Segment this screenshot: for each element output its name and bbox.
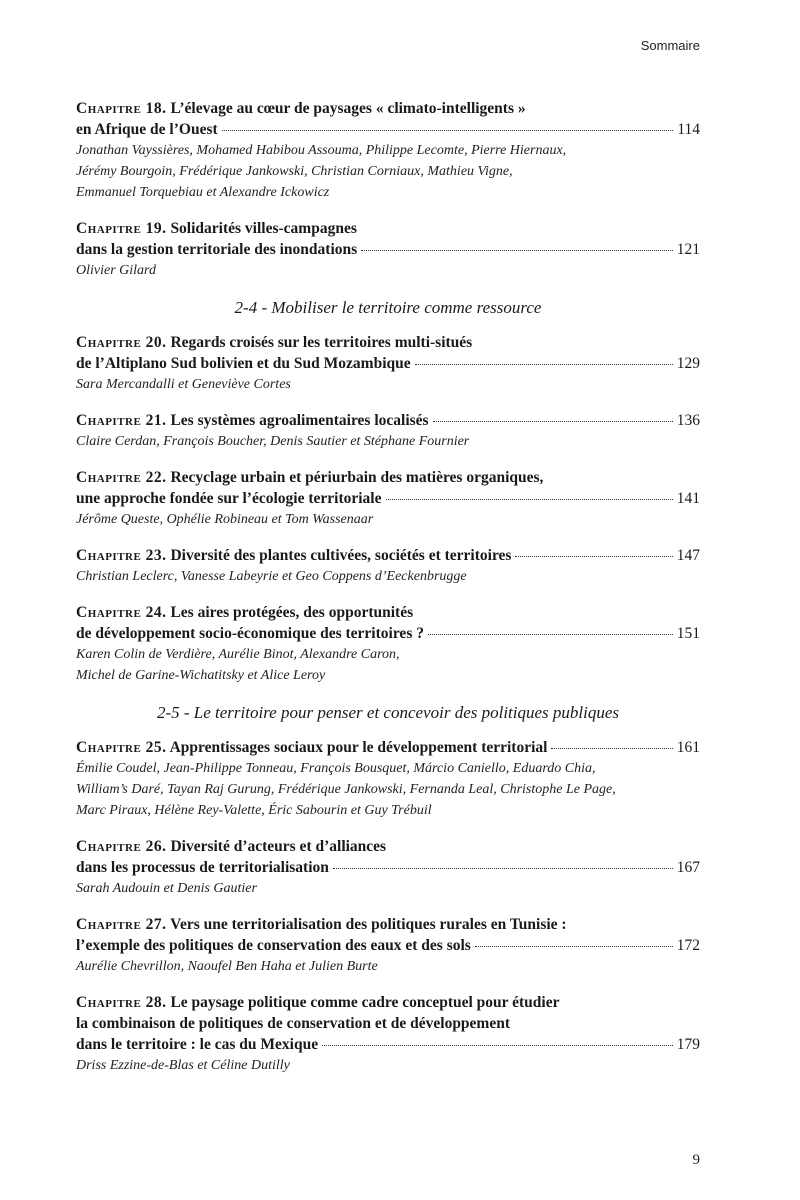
chapter-authors: Jonathan Vayssières, Mohamed Habibou Assouma, Philippe Lecomte, Pierre Hiernaux, [76, 143, 567, 158]
dot-leader [515, 556, 672, 557]
page-ref: 136 [676, 412, 700, 429]
chapter-authors: Claire Cerdan, François Boucher, Denis Sautier et Stéphane Fournier [76, 434, 470, 449]
chapter-authors: Sara Mercandalli et Geneviève Cortes [76, 377, 291, 392]
section-heading: 2-5 - Le territoire pour penser et concevoir des politiques publiques [156, 703, 620, 722]
chapter-authors: Michel de Garine-Wichatitsky et Alice Leroy [76, 668, 326, 683]
chapter-authors: Jérôme Queste, Ophélie Robineau et Tom Wassenaar [76, 512, 374, 527]
chapter-authors: Driss Ezzine-de-Blas et Céline Dutilly [76, 1058, 290, 1073]
page-ref: 147 [676, 547, 700, 564]
chapter-title-text [76, 604, 413, 621]
chapter-authors: Emmanuel Torquebiau et Alexandre Ickowicz [76, 185, 330, 200]
chapter-label: Chapitre 20. [76, 334, 167, 351]
page-ref: 167 [676, 859, 700, 876]
dot-leader [428, 634, 673, 635]
chapter-title-line [76, 332, 700, 353]
dot-leader [433, 421, 673, 422]
chapter-label: Chapitre 22. [76, 469, 167, 486]
table-of-contents [76, 98, 700, 1091]
chapter-title-line [76, 545, 700, 566]
toc-entry[interactable] [76, 914, 700, 977]
chapter-title-line [76, 623, 700, 644]
chapter-title: L’élevage au cœur de paysages « climato-intelligents » [170, 100, 526, 117]
chapter-title-line [76, 488, 700, 509]
chapter-authors: William’s Daré, Tayan Raj Gurung, Frédérique Jankowski, Fernanda Leal, Christophe Le Page, [76, 782, 616, 797]
chapter-title-text [76, 353, 411, 374]
chapter-label: Chapitre 27. [76, 916, 167, 933]
chapter-label: Chapitre 25. [76, 739, 167, 756]
chapter-title-line [76, 992, 700, 1013]
chapter-authors: Sarah Audouin et Denis Gautier [76, 881, 257, 896]
toc-entry[interactable] [76, 98, 700, 203]
chapter-title-text [76, 488, 382, 509]
chapter-title-text [76, 1015, 510, 1032]
chapter-title-line [76, 98, 700, 119]
chapter-title: dans le territoire : le cas du Mexique [76, 1036, 319, 1053]
chapter-title: Vers une territorialisation des politiques rurales en Tunisie : [170, 916, 567, 933]
chapter-authors: Aurélie Chevrillon, Naoufel Ben Haha et Julien Burte [76, 959, 378, 974]
chapter-authors: Olivier Gilard [76, 263, 156, 278]
dot-leader [475, 946, 673, 947]
toc-entry[interactable] [76, 332, 700, 395]
chapter-title: de développement socio-économique des territoires ? [76, 625, 424, 642]
chapter-title-line [76, 914, 700, 935]
dot-leader [361, 250, 673, 251]
page-ref: 161 [676, 739, 700, 756]
toc-entry[interactable] [76, 992, 700, 1076]
chapter-authors: Jérémy Bourgoin, Frédérique Jankowski, Christian Corniaux, Mathieu Vigne, [76, 164, 513, 179]
toc-entry[interactable] [76, 836, 700, 899]
chapter-label: Chapitre 23. [76, 547, 167, 564]
toc-entry[interactable] [76, 218, 700, 281]
chapter-title: Le paysage politique comme cadre conceptuel pour étudier [170, 994, 560, 1011]
chapter-title: Recyclage urbain et périurbain des matières organiques, [170, 469, 544, 486]
chapter-title: la combinaison de politiques de conservation et de développement [76, 1015, 511, 1032]
page-ref: 129 [676, 355, 700, 372]
chapter-title: Solidarités villes-campagnes [170, 220, 357, 237]
chapter-authors: Christian Leclerc, Vanesse Labeyrie et Geo Coppens d’Eeckenbrugge [76, 569, 467, 584]
chapter-label: Chapitre 19. [76, 220, 167, 237]
dot-leader [415, 364, 673, 365]
chapter-title-line [76, 467, 700, 488]
chapter-title-line [76, 602, 700, 623]
toc-entry[interactable] [76, 737, 700, 821]
chapter-authors: Karen Colin de Verdière, Aurélie Binot, Alexandre Caron, [76, 647, 400, 662]
chapter-title: Les aires protégées, des opportunités [170, 604, 414, 621]
chapter-title: dans les processus de territorialisation [76, 859, 329, 876]
chapter-title-text [76, 220, 357, 237]
chapter-label: Chapitre 28. [76, 994, 167, 1011]
toc-entry[interactable] [76, 602, 700, 686]
chapter-title-text [76, 623, 424, 644]
chapter-authors: Marc Piraux, Hélène Rey-Valette, Éric Sabourin et Guy Trébuil [76, 803, 432, 818]
section-heading: 2-4 - Mobiliser le territoire comme ressource [234, 298, 542, 317]
chapter-title-text [76, 994, 559, 1011]
toc-entry[interactable] [76, 545, 700, 587]
chapter-title-line [76, 239, 700, 260]
chapter-title: Diversité des plantes cultivées, sociétés et territoires [170, 547, 512, 564]
dot-leader [551, 748, 672, 749]
chapter-title-text [76, 857, 329, 878]
chapter-title-line [76, 1034, 700, 1055]
chapter-title: Apprentissages sociaux pour le développement territorial [169, 739, 548, 756]
chapter-title: en Afrique de l’Ouest [76, 121, 218, 138]
chapter-title: dans la gestion territoriale des inondations [76, 241, 358, 258]
toc-entry[interactable] [76, 410, 700, 452]
chapter-title-line [76, 935, 700, 956]
chapter-title-line [76, 353, 700, 374]
chapter-title-text [76, 737, 547, 758]
chapter-title-line [76, 836, 700, 857]
chapter-title-text [76, 935, 471, 956]
chapter-title-line [76, 410, 700, 431]
chapter-title: l’exemple des politiques de conservation des eaux et des sols [76, 937, 471, 954]
chapter-title: Les systèmes agroalimentaires localisés [170, 412, 429, 429]
page-ref: 141 [676, 490, 700, 507]
page-ref: 121 [676, 241, 700, 258]
chapter-title: Regards croisés sur les territoires multi-situés [170, 334, 473, 351]
chapter-title-text [76, 916, 567, 933]
chapter-title-text [76, 1034, 318, 1055]
chapter-title-line [76, 218, 700, 239]
page-number: 9 [692, 1152, 700, 1168]
page-ref: 179 [676, 1036, 700, 1053]
dot-leader [386, 499, 673, 500]
dot-leader [222, 130, 674, 131]
chapter-title: Diversité d’acteurs et d’alliances [170, 838, 387, 855]
chapter-title-line [76, 737, 700, 758]
chapter-title-text [76, 469, 543, 486]
chapter-label: Chapitre 21. [76, 412, 167, 429]
page-ref: 172 [676, 937, 700, 954]
toc-entry[interactable] [76, 467, 700, 530]
dot-leader [333, 868, 673, 869]
chapter-title-text [76, 838, 386, 855]
page-ref: 151 [676, 625, 700, 642]
chapter-label: Chapitre 24. [76, 604, 167, 621]
page-ref: 114 [677, 121, 700, 138]
chapter-title-line [76, 857, 700, 878]
chapter-title-text [76, 334, 472, 351]
chapter-title-text [76, 545, 511, 566]
chapter-title-text [76, 410, 429, 431]
running-head: Sommaire [640, 38, 700, 53]
chapter-title-line [76, 119, 700, 140]
chapter-title-text [76, 100, 526, 117]
chapter-label: Chapitre 18. [76, 100, 167, 117]
dot-leader [322, 1045, 673, 1046]
chapter-title-text [76, 119, 218, 140]
chapter-title: de l’Altiplano Sud bolivien et du Sud Mozambique [76, 355, 411, 372]
chapter-title-text [76, 239, 357, 260]
chapter-label: Chapitre 26. [76, 838, 167, 855]
chapter-authors: Émilie Coudel, Jean-Philippe Tonneau, François Bousquet, Márcio Caniello, Eduardo Chia, [76, 761, 596, 776]
chapter-title: une approche fondée sur l’écologie territoriale [76, 490, 382, 507]
chapter-title-line [76, 1013, 700, 1034]
